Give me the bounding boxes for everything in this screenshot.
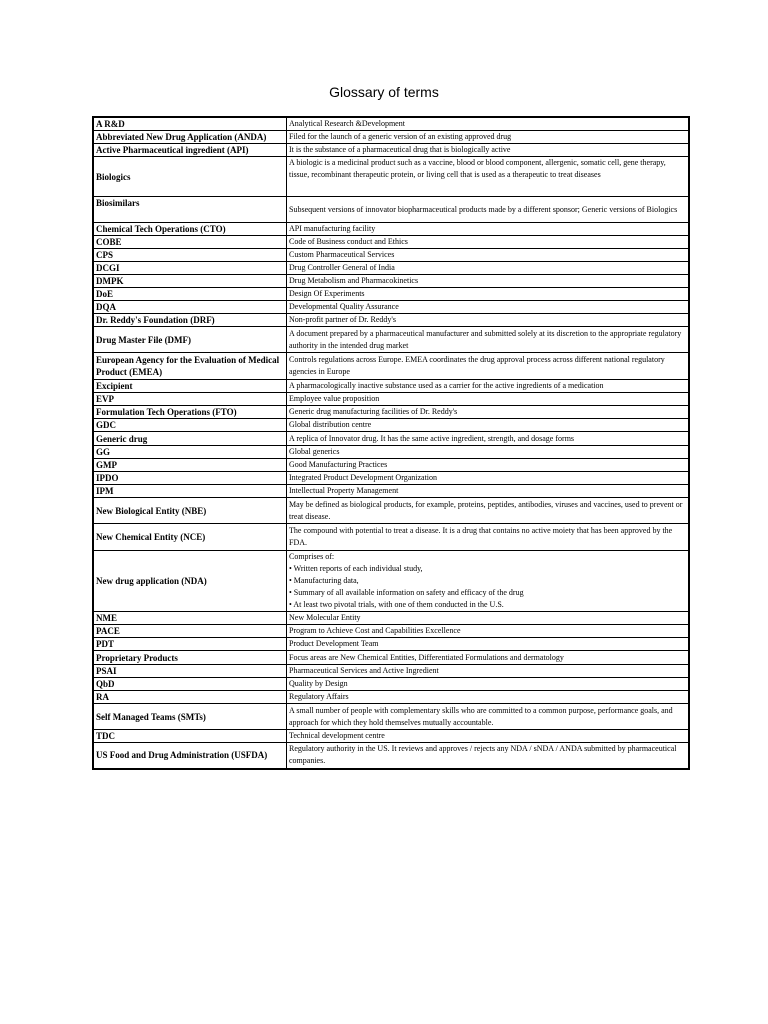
- definition-line: Employee value proposition: [289, 394, 380, 403]
- definition-line: A biologic is a medicinal product such as a vaccine, blood or blood component, allergenic, somatic cell, gene therapy, tissue, recombinant therapeutic protein, or living cell that is used as a therapeutic to treat diseases: [289, 158, 666, 179]
- table-row: [93, 197, 689, 223]
- definition-line: Controls regulations across Europe. EMEA coordinates the drug approval process across different national regulatory agencies in Europe: [289, 355, 665, 376]
- table-row: [93, 625, 689, 638]
- definition-line: Product Development Team: [289, 639, 379, 648]
- definition-line: Intellectual Property Management: [289, 486, 399, 495]
- table-row: [93, 301, 689, 314]
- definition-line: New Molecular Entity: [289, 613, 361, 622]
- term-cell: Active Pharmaceutical ingredient (API): [93, 144, 287, 157]
- term-cell: NME: [93, 612, 287, 625]
- definition-cell: [287, 288, 690, 301]
- definition-line: Regulatory authority in the US. It reviews and approves / rejects any NDA / sNDA / ANDA submitted by pharmaceutical companies.: [289, 744, 677, 766]
- table-row: [93, 498, 689, 524]
- definition-line: Drug Controller General of India: [289, 263, 395, 272]
- table-row: [93, 678, 689, 691]
- definition-cell: [287, 551, 690, 612]
- table-row: [93, 459, 689, 472]
- definition-line: Technical development centre: [289, 731, 385, 740]
- definition-cell: [287, 432, 690, 446]
- definition-cell: [287, 730, 690, 743]
- definition-line: API manufacturing facility: [289, 224, 376, 233]
- definition-cell: [287, 275, 690, 288]
- term-cell: QbD: [93, 678, 287, 691]
- definition-line: Global generics: [289, 447, 340, 456]
- definition-cell: [287, 393, 690, 406]
- term-cell: Generic drug: [93, 432, 287, 446]
- table-row: [93, 419, 689, 432]
- definition-line: Developmental Quality Assurance: [289, 302, 399, 311]
- definition-cell: [287, 704, 690, 730]
- definition-cell: [287, 691, 690, 704]
- term-cell: PSAI: [93, 665, 287, 678]
- definition-line: • Summary of all available information on safety and efficacy of the drug: [289, 588, 524, 597]
- term-cell: GMP: [93, 459, 287, 472]
- table-row: [93, 638, 689, 651]
- definition-cell: [287, 743, 690, 769]
- term-cell: EVP: [93, 393, 287, 406]
- page-title: Glossary of terms: [329, 84, 439, 100]
- definition-line: Pharmaceutical Services and Active Ingredient: [289, 666, 439, 675]
- definition-line: Drug Metabolism and Pharmacokinetics: [289, 276, 419, 285]
- term-cell: DoE: [93, 288, 287, 301]
- definition-cell: [287, 301, 690, 314]
- definition-line: A small number of people with complementary skills who are committed to a common purpose, performance goals, and approach for which they hold themselves mutually accountable.: [289, 705, 673, 727]
- definition-cell: [287, 353, 690, 380]
- definition-line: Program to Achieve Cost and Capabilities Excellence: [289, 626, 461, 635]
- table-row: [93, 117, 689, 131]
- definition-line: • At least two pivotal trials, with one of them conducted in the U.S.: [289, 600, 504, 609]
- definition-cell: [287, 625, 690, 638]
- table-row: [93, 275, 689, 288]
- table-row: [93, 691, 689, 704]
- definition-line: Generic drug manufacturing facilities of Dr. Reddy's: [289, 407, 458, 416]
- definition-cell: [287, 236, 690, 249]
- term-cell: TDC: [93, 730, 287, 743]
- table-row: [93, 743, 689, 769]
- definition-cell: [287, 612, 690, 625]
- definition-cell: [287, 472, 690, 485]
- definition-cell: [287, 524, 690, 551]
- definition-line: Regulatory Affairs: [289, 692, 349, 701]
- definition-cell: [287, 406, 690, 419]
- table-row: [93, 704, 689, 730]
- table-row: [93, 327, 689, 353]
- term-cell: New Biological Entity (NBE): [93, 498, 287, 524]
- definition-cell: [287, 638, 690, 651]
- table-row: [93, 236, 689, 249]
- definition-line: Comprises of:: [289, 552, 335, 561]
- term-cell: Dr. Reddy's Foundation (DRF): [93, 314, 287, 327]
- table-row: [93, 551, 689, 612]
- table-row: [93, 380, 689, 393]
- table-row: [93, 314, 689, 327]
- table-row: [93, 485, 689, 498]
- definition-line: A pharmacologically inactive substance used as a carrier for the active ingredients of a medication: [289, 381, 604, 390]
- table-row: [93, 730, 689, 743]
- term-cell: DCGI: [93, 262, 287, 275]
- term-cell: European Agency for the Evaluation of Medical Product (EMEA): [93, 353, 287, 380]
- term-cell: Self Managed Teams (SMTs): [93, 704, 287, 730]
- definition-line: • Written reports of each individual study,: [289, 564, 423, 573]
- table-row: [93, 393, 689, 406]
- definition-line: Analytical Research &Development: [289, 119, 405, 128]
- definition-cell: [287, 157, 690, 197]
- definition-cell: [287, 665, 690, 678]
- table-row: [93, 446, 689, 459]
- term-cell: IPM: [93, 485, 287, 498]
- definition-cell: [287, 419, 690, 432]
- definition-cell: [287, 380, 690, 393]
- definition-line: Global distribution centre: [289, 420, 372, 429]
- definition-line: Good Manufacturing Practices: [289, 460, 388, 469]
- term-cell: Chemical Tech Operations (CTO): [93, 223, 287, 236]
- table-row: [93, 432, 689, 446]
- table-row: [93, 144, 689, 157]
- definition-line: Design Of Experiments: [289, 289, 365, 298]
- definition-line: Subsequent versions of innovator biopharmaceutical products made by a different sponsor; Generic versions of Biologics: [289, 204, 678, 214]
- glossary-table: [92, 116, 690, 770]
- definition-line: Non-profit partner of Dr. Reddy's: [289, 315, 396, 324]
- table-row: [93, 524, 689, 551]
- term-cell: Proprietary Products: [93, 651, 287, 665]
- definition-cell: [287, 249, 690, 262]
- term-cell: CPS: [93, 249, 287, 262]
- definition-line: A document prepared by a pharmaceutical manufacturer and submitted solely at its discretion to the appropriate regulatory authority in the intended drug market: [289, 328, 682, 350]
- definition-line: Custom Pharmaceutical Services: [289, 250, 395, 259]
- definition-line: Filed for the launch of a generic version of an existing approved drug: [289, 132, 512, 141]
- definition-line: The compound with potential to treat a disease. It is a drug that contains no active moiety that has been approved by the FDA.: [289, 526, 673, 547]
- table-row: [93, 262, 689, 275]
- term-cell: Excipient: [93, 380, 287, 393]
- definition-line: Quality by Design: [289, 679, 348, 688]
- definition-cell: [287, 327, 690, 353]
- table-row: [93, 353, 689, 380]
- term-cell: DQA: [93, 301, 287, 314]
- term-cell: GG: [93, 446, 287, 459]
- definition-line: It is the substance of a pharmaceutical drug that is biologically active: [289, 145, 511, 154]
- definition-cell: [287, 314, 690, 327]
- table-row: [93, 651, 689, 665]
- term-cell: A R&D: [93, 117, 287, 131]
- definition-line: Focus areas are New Chemical Entities, Differentiated Formulations and dermatology: [289, 652, 564, 662]
- term-cell: COBE: [93, 236, 287, 249]
- glossary-table-body: [93, 117, 689, 769]
- definition-cell: [287, 446, 690, 459]
- term-cell: PDT: [93, 638, 287, 651]
- definition-cell: [287, 678, 690, 691]
- term-cell: Biologics: [93, 157, 287, 197]
- term-cell: New drug application (NDA): [93, 551, 287, 612]
- definition-cell: [287, 223, 690, 236]
- definition-cell: [287, 144, 690, 157]
- term-cell: GDC: [93, 419, 287, 432]
- definition-cell: [287, 651, 690, 665]
- term-cell: IPDO: [93, 472, 287, 485]
- table-row: [93, 665, 689, 678]
- term-cell: Biosimilars: [93, 197, 287, 223]
- definition-cell: [287, 131, 690, 144]
- table-row: [93, 288, 689, 301]
- term-cell: Drug Master File (DMF): [93, 327, 287, 353]
- definition-line: A replica of Innovator drug. It has the same active ingredient, strength, and dosage forms: [289, 433, 575, 443]
- table-row: [93, 249, 689, 262]
- table-row: [93, 131, 689, 144]
- definition-cell: [287, 498, 690, 524]
- definition-cell: [287, 485, 690, 498]
- term-cell: US Food and Drug Administration (USFDA): [93, 743, 287, 769]
- definition-line: Integrated Product Development Organization: [289, 473, 438, 482]
- table-row: [93, 406, 689, 419]
- term-cell: New Chemical Entity (NCE): [93, 524, 287, 551]
- table-row: [93, 612, 689, 625]
- definition-cell: [287, 459, 690, 472]
- table-row: [93, 472, 689, 485]
- table-row: [93, 157, 689, 197]
- definition-cell: [287, 262, 690, 275]
- definition-cell: [287, 197, 690, 223]
- definition-line: Code of Business conduct and Ethics: [289, 237, 408, 246]
- definition-line: • Manufacturing data,: [289, 576, 359, 585]
- term-cell: RA: [93, 691, 287, 704]
- table-row: [93, 223, 689, 236]
- term-cell: PACE: [93, 625, 287, 638]
- definition-cell: [287, 117, 690, 131]
- term-cell: Abbreviated New Drug Application (ANDA): [93, 131, 287, 144]
- term-cell: Formulation Tech Operations (FTO): [93, 406, 287, 419]
- definition-line: May be defined as biological products, for example, proteins, peptides, antibodies, viruses and vaccines, used to prevent or treat disease.: [289, 499, 683, 521]
- term-cell: DMPK: [93, 275, 287, 288]
